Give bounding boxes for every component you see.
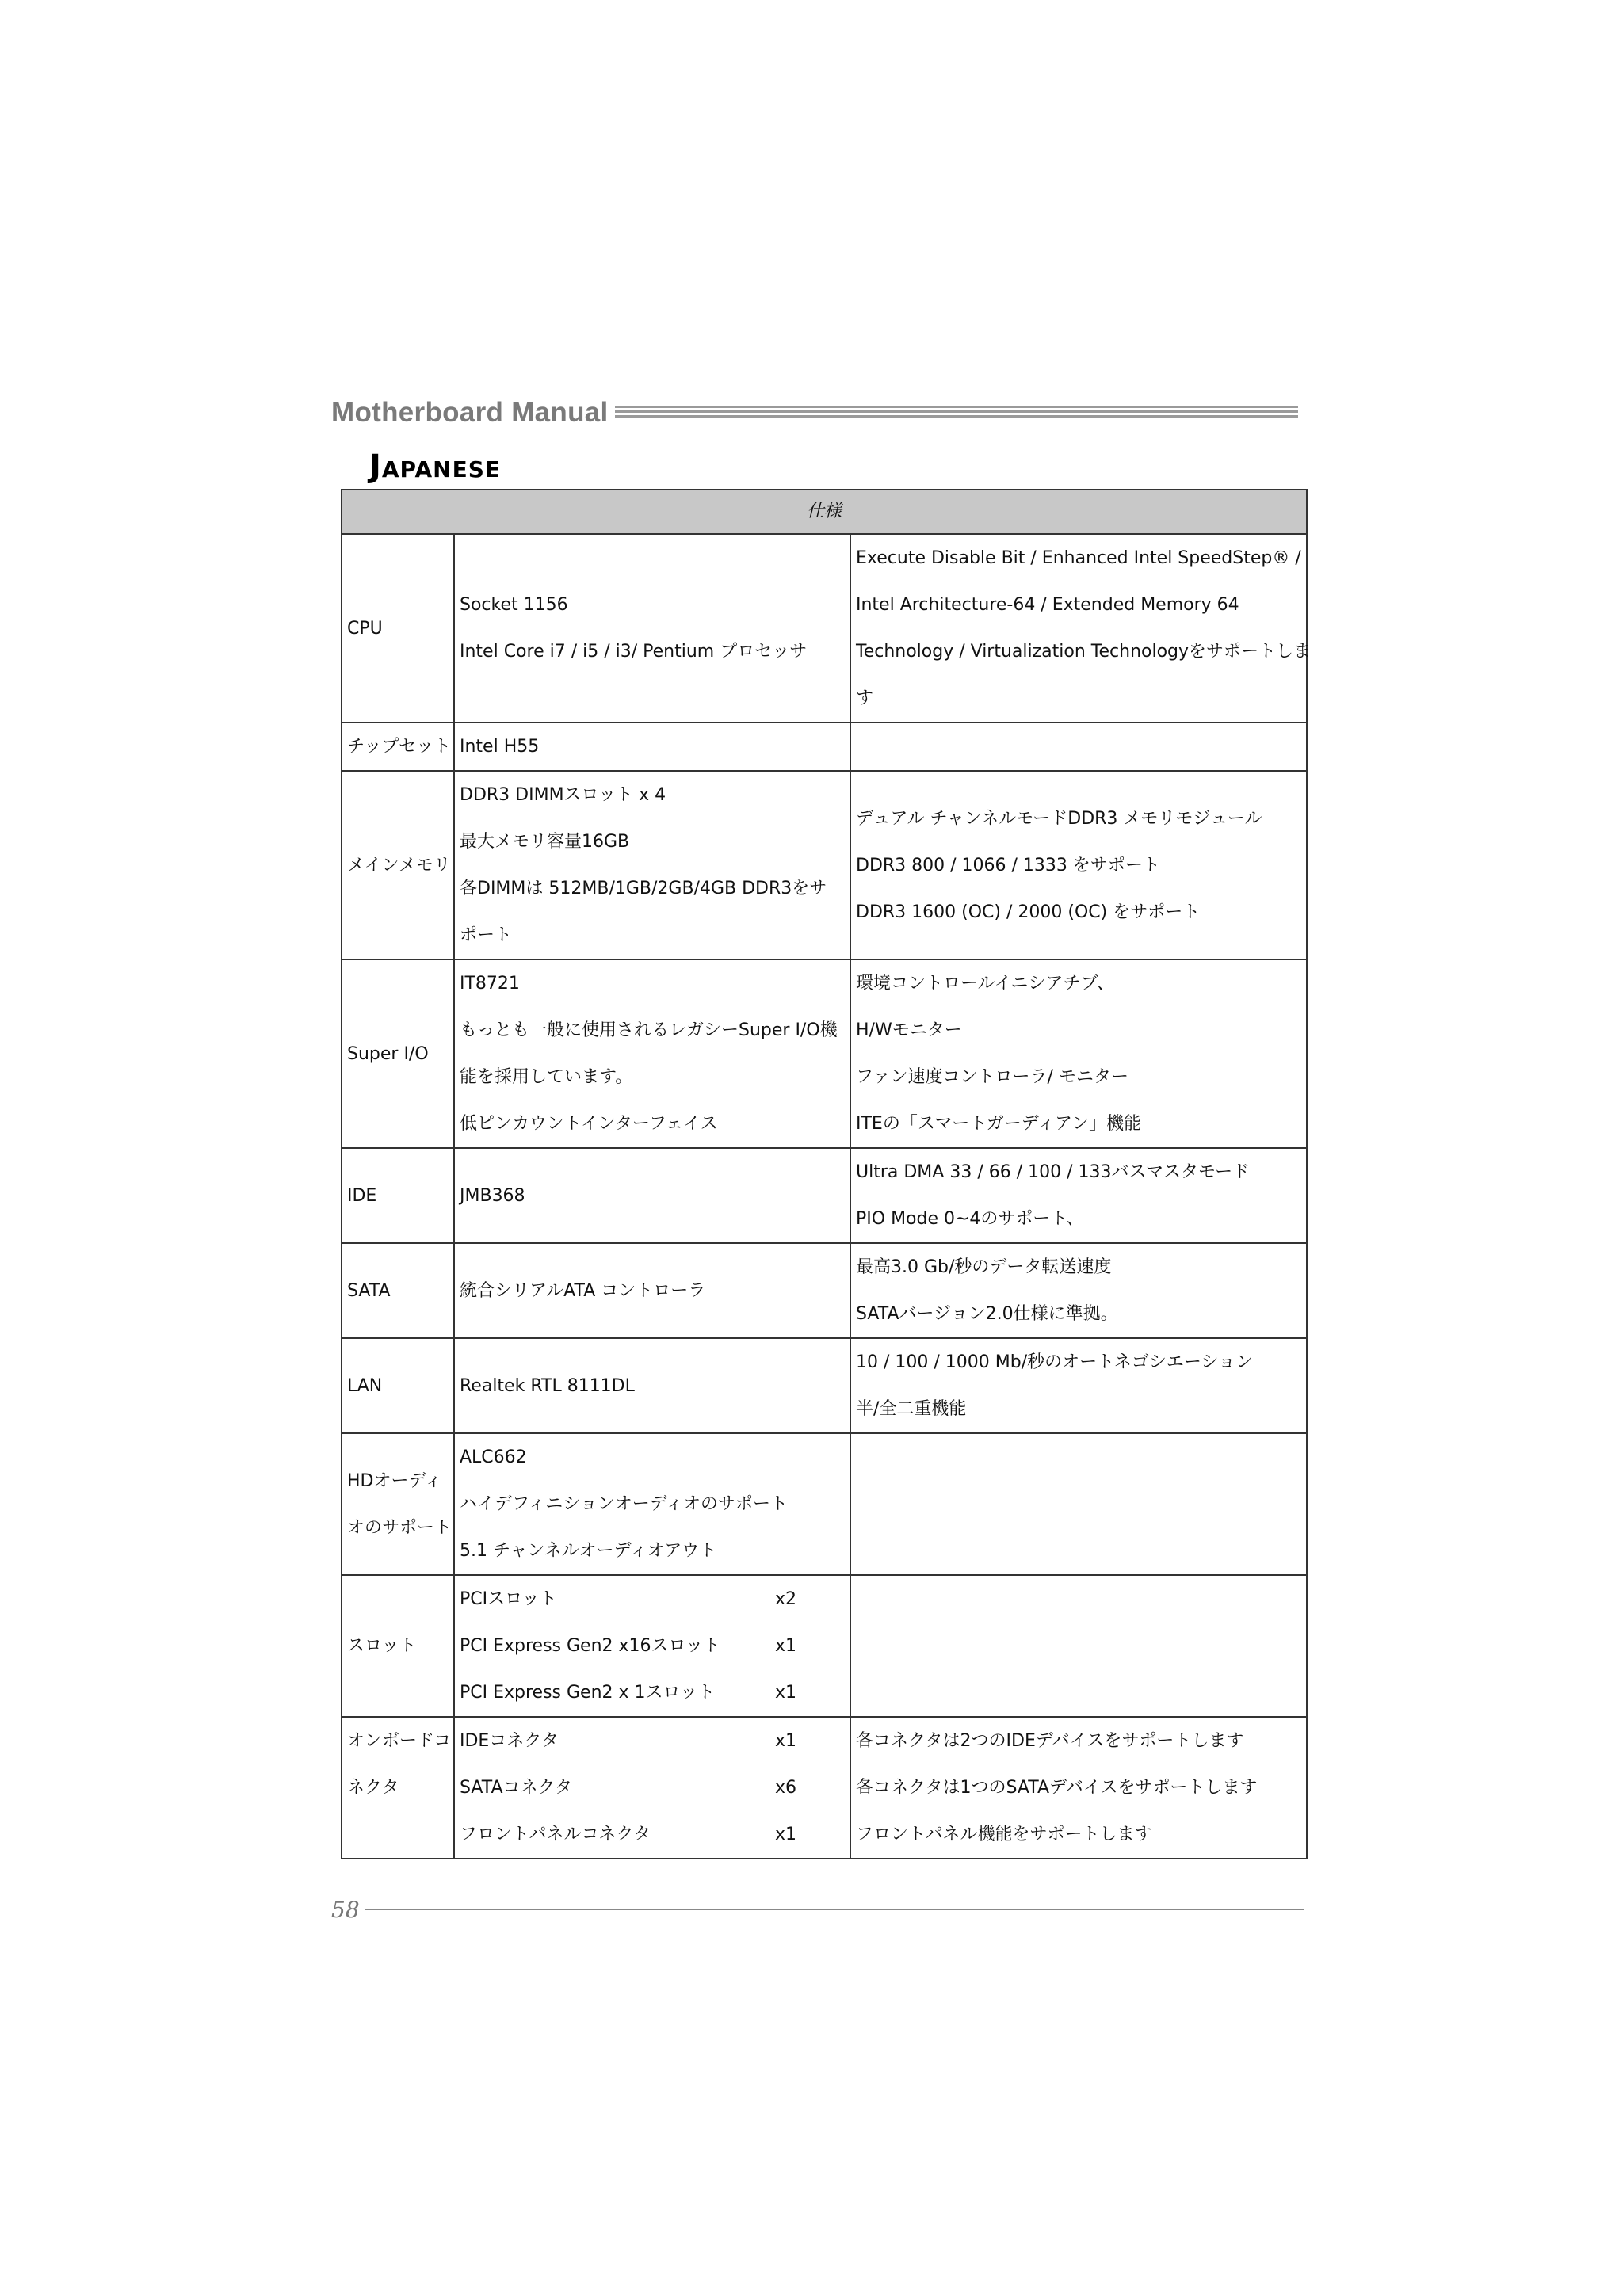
list-item: IDEコネクタ x1: [460, 1731, 797, 1751]
row-spec: DDR3 DIMMスロット x 4 最大メモリ容量16GB 各DIMMは 512MB/1GB/2GB/4GB DDR3をサ ポート: [454, 771, 850, 959]
table-row-connectors: [342, 1717, 1307, 1859]
row-label: オンボードコ ネクタ: [342, 1717, 454, 1859]
row-spec: Realtek RTL 8111DL: [454, 1338, 850, 1433]
row-label: HDオーディ オのサポート: [342, 1433, 454, 1575]
list-item: PCI Express Gen2 x 1スロット x1: [460, 1683, 797, 1703]
list-item: SATAコネクタ x6: [460, 1778, 797, 1798]
spec-table: [341, 489, 1312, 1859]
footer-rule: [365, 1909, 1304, 1910]
row-note: Ultra DMA 33 / 66 / 100 / 133バスマスタモード PIO Mode 0~4のサポート、: [850, 1148, 1307, 1243]
row-label: チップセット: [342, 723, 454, 771]
list-item: フロントパネルコネクタ x1: [460, 1825, 797, 1844]
row-note: 10 / 100 / 1000 Mb/秒のオートネゴシエーション 半/全二重機能: [850, 1338, 1307, 1433]
row-spec: [454, 1717, 850, 1859]
table-row-slots: [342, 1575, 1307, 1717]
table-row-lan: [342, 1338, 1307, 1433]
table-row-memory: [342, 771, 1307, 959]
row-spec: ALC662 ハイデフィニションオーディオのサポート 5.1 チャンネルオーディオアウト: [454, 1433, 850, 1575]
row-spec: [454, 1575, 850, 1717]
row-label: SATA: [342, 1243, 454, 1338]
page-footer: [331, 1894, 1304, 1925]
row-spec: Socket 1156 Intel Core i7 / i5 / i3/ Pentium プロセッサ: [454, 534, 850, 723]
page-header: [331, 393, 1298, 433]
row-note: [850, 1433, 1307, 1575]
table-row-ide: [342, 1148, 1307, 1243]
section-title: Japanese: [369, 448, 502, 485]
row-note: 最高3.0 Gb/秒のデータ転送速度 SATAバージョン2.0仕様に準拠。: [850, 1243, 1307, 1338]
list-item: PCI Express Gen2 x16スロット x1: [460, 1636, 797, 1656]
row-spec: Intel H55: [454, 723, 850, 771]
row-note: [850, 1575, 1307, 1717]
table-row-audio: [342, 1433, 1307, 1575]
row-label: CPU: [342, 534, 454, 723]
table-row-cpu: [342, 534, 1307, 723]
row-label: Super I/O: [342, 959, 454, 1148]
row-label: LAN: [342, 1338, 454, 1433]
table-row-sata: [342, 1243, 1307, 1338]
row-spec: 統合シリアルATA コントローラ: [454, 1243, 850, 1338]
row-note: 環境コントロールイニシアチブ、 H/Wモニター ファン速度コントローラ/ モニター ITEの「スマートガーディアン」機能: [850, 959, 1307, 1148]
row-spec: JMB368: [454, 1148, 850, 1243]
row-note: [850, 723, 1307, 771]
table-heading: 仕様: [342, 490, 1307, 534]
row-spec: IT8721 もっとも一般に使用されるレガシーSuper I/O機 能を採用しています。 低ピンカウントインターフェイス: [454, 959, 850, 1148]
manual-title: Motherboard Manual: [331, 397, 609, 428]
row-label: スロット: [342, 1575, 454, 1717]
row-label: IDE: [342, 1148, 454, 1243]
table-row-superio: [342, 959, 1307, 1148]
row-note: デュアル チャンネルモードDDR3 メモリモジュール DDR3 800 / 1066 / 1333 をサポート DDR3 1600 (OC) / 2000 (OC) をサポート: [850, 771, 1307, 959]
list-item: PCIスロット x2: [460, 1589, 797, 1609]
row-label: メインメモリ: [342, 771, 454, 959]
page-number: 58: [331, 1896, 360, 1923]
table-row-chipset: [342, 723, 1307, 771]
row-note: 各コネクタは2つのIDEデバイスをサポートします 各コネクタは1つのSATAデバイスをサポートします フロントパネル機能をサポートします: [850, 1717, 1307, 1859]
header-rule: [615, 406, 1298, 420]
row-note: Execute Disable Bit / Enhanced Intel SpeedStep® / Intel Architecture-64 / Extended Memory 64 Technology / Virtualization Technologyをサポートしま す: [850, 534, 1307, 723]
